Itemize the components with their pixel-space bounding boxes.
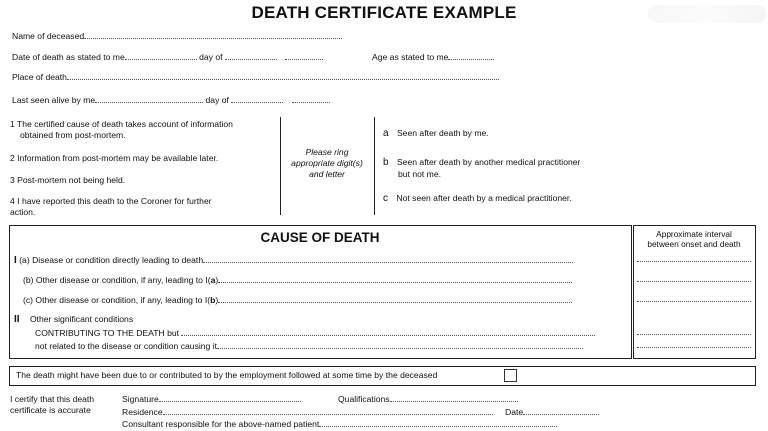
last-seen-month-field[interactable] (231, 94, 283, 103)
option-a-letter: a (383, 128, 389, 139)
last-seen-day-field[interactable] (95, 94, 203, 103)
cause-1b-ref: a (210, 275, 216, 285)
day-of-label-2: day of (205, 95, 229, 105)
date-label: Date (505, 407, 524, 417)
part2-field-2[interactable] (217, 340, 583, 349)
name-of-deceased-field[interactable] (84, 30, 342, 39)
options-divider-left (280, 117, 281, 215)
options-divider-right (374, 117, 375, 215)
part2-line-1: Other significant conditions (29, 314, 134, 324)
interval-field-2a[interactable] (637, 326, 751, 335)
interval-header-1: Approximate interval (656, 229, 732, 239)
option-b-text-2: but not me. (398, 169, 441, 179)
part1-numeral: I (14, 255, 17, 266)
cause-1a-label: Disease or condition directly leading to death (32, 255, 204, 265)
certify-label-2: certificate is accurate (10, 405, 91, 415)
last-seen-row (12, 94, 330, 106)
part2-row-2 (35, 327, 595, 339)
option-1-line-1[interactable]: 1 The certified cause of death takes account of information (10, 119, 233, 129)
part2-line-3: not related to the disease or condition causing it (35, 341, 218, 351)
cause-1c-prefix: (c) (23, 295, 34, 305)
interval-field-2b[interactable] (637, 339, 751, 348)
place-of-death-label: Place of death (12, 72, 67, 82)
date-of-death-month-field[interactable] (225, 51, 277, 60)
cause-1a-prefix: (a) (19, 255, 30, 265)
option-4-line-1[interactable]: 4 I have reported this death to the Coroner for further (10, 196, 212, 206)
date-row (505, 406, 599, 418)
cause-1b-prefix: (b) (23, 275, 34, 285)
age-label: Age as stated to me (372, 52, 449, 62)
option-c[interactable] (383, 193, 572, 204)
date-of-death-year-field[interactable] (285, 51, 323, 60)
date-field[interactable] (523, 406, 599, 415)
option-2[interactable]: 2 Information from post-mortem may be available later. (10, 153, 219, 163)
consultant-row (122, 418, 557, 430)
signature-field[interactable] (159, 393, 301, 402)
employment-text: The death might have been due to or contributed to by the employment followed at some time by the deceased (16, 370, 438, 380)
interval-header (634, 229, 754, 249)
last-seen-year-field[interactable] (292, 94, 330, 103)
day-of-label: day of (199, 52, 223, 62)
part2-row-3 (35, 340, 583, 352)
option-b-text-1: Seen after death by another medical practitioner (396, 157, 581, 167)
part2-field-1[interactable] (181, 327, 595, 336)
date-of-death-label: Date of death as stated to me (12, 52, 125, 62)
interval-header-2: between onset and death (647, 239, 741, 249)
option-1-line-2: obtained from post-mortem. (20, 130, 126, 140)
option-a[interactable] (383, 128, 489, 139)
certify-label-1: I certify that this death (10, 394, 95, 404)
place-of-death-field[interactable] (67, 71, 499, 80)
page-title: DEATH CERTIFICATE EXAMPLE (251, 3, 517, 22)
cause-1a-field[interactable] (203, 254, 573, 263)
ring-instruction: Please ring appropriate digit(s) and letter (291, 147, 363, 179)
cause-of-death-heading: CAUSE OF DEATH (260, 230, 380, 245)
cause-1b-field[interactable] (218, 274, 572, 283)
age-row (372, 51, 494, 63)
date-of-death-row (12, 51, 323, 63)
cause-1c-row: (c) Other disease or condition, if any, leading to I(b) (23, 294, 572, 306)
place-of-death-row (12, 71, 499, 83)
qualifications-field[interactable] (390, 393, 518, 402)
cause-1b-row: (b) Other disease or condition, if any, leading to I(a) (23, 274, 572, 286)
option-b[interactable] (383, 157, 580, 168)
cause-1a-row (14, 254, 573, 266)
option-3[interactable]: 3 Post-mortem not being held. (10, 175, 126, 185)
name-of-deceased-label: Name of deceased (12, 31, 85, 41)
option-4-line-2: action. (10, 207, 36, 217)
residence-row (122, 406, 493, 418)
qualifications-row (338, 393, 518, 405)
qualifications-label: Qualifications (338, 394, 390, 404)
consultant-field[interactable] (319, 418, 557, 427)
option-c-letter: c (383, 193, 388, 204)
date-of-death-day-field[interactable] (125, 51, 197, 60)
option-b-letter: b (383, 157, 389, 168)
residence-field[interactable] (163, 406, 493, 415)
cause-1c-ref: b (210, 295, 216, 305)
part2-numeral: II (14, 314, 20, 325)
last-seen-label: Last seen alive by me (12, 95, 96, 105)
age-field[interactable] (448, 51, 494, 60)
signature-label: Signature (122, 394, 159, 404)
part2-row-1 (14, 314, 133, 325)
employment-checkbox[interactable] (504, 369, 517, 382)
interval-field-1b[interactable] (637, 273, 751, 282)
signature-row (122, 393, 301, 405)
consultant-label: Consultant responsible for the above-named patient (122, 419, 320, 429)
interval-field-1c[interactable] (637, 293, 751, 302)
cause-1c-label: Other disease or condition, if any, leading to I( (35, 295, 211, 305)
cause-1c-field[interactable] (218, 294, 572, 303)
interval-field-1a[interactable] (637, 253, 751, 262)
option-c-text: Not seen after death by a medical practitioner. (396, 193, 572, 203)
residence-label: Residence (122, 407, 163, 417)
option-a-text: Seen after death by me. (396, 128, 489, 138)
part2-line-2: CONTRIBUTING TO THE DEATH but (35, 328, 180, 338)
name-of-deceased-row (12, 30, 342, 42)
cause-1b-label: Other disease or condition, if any, leading to I( (35, 275, 211, 285)
